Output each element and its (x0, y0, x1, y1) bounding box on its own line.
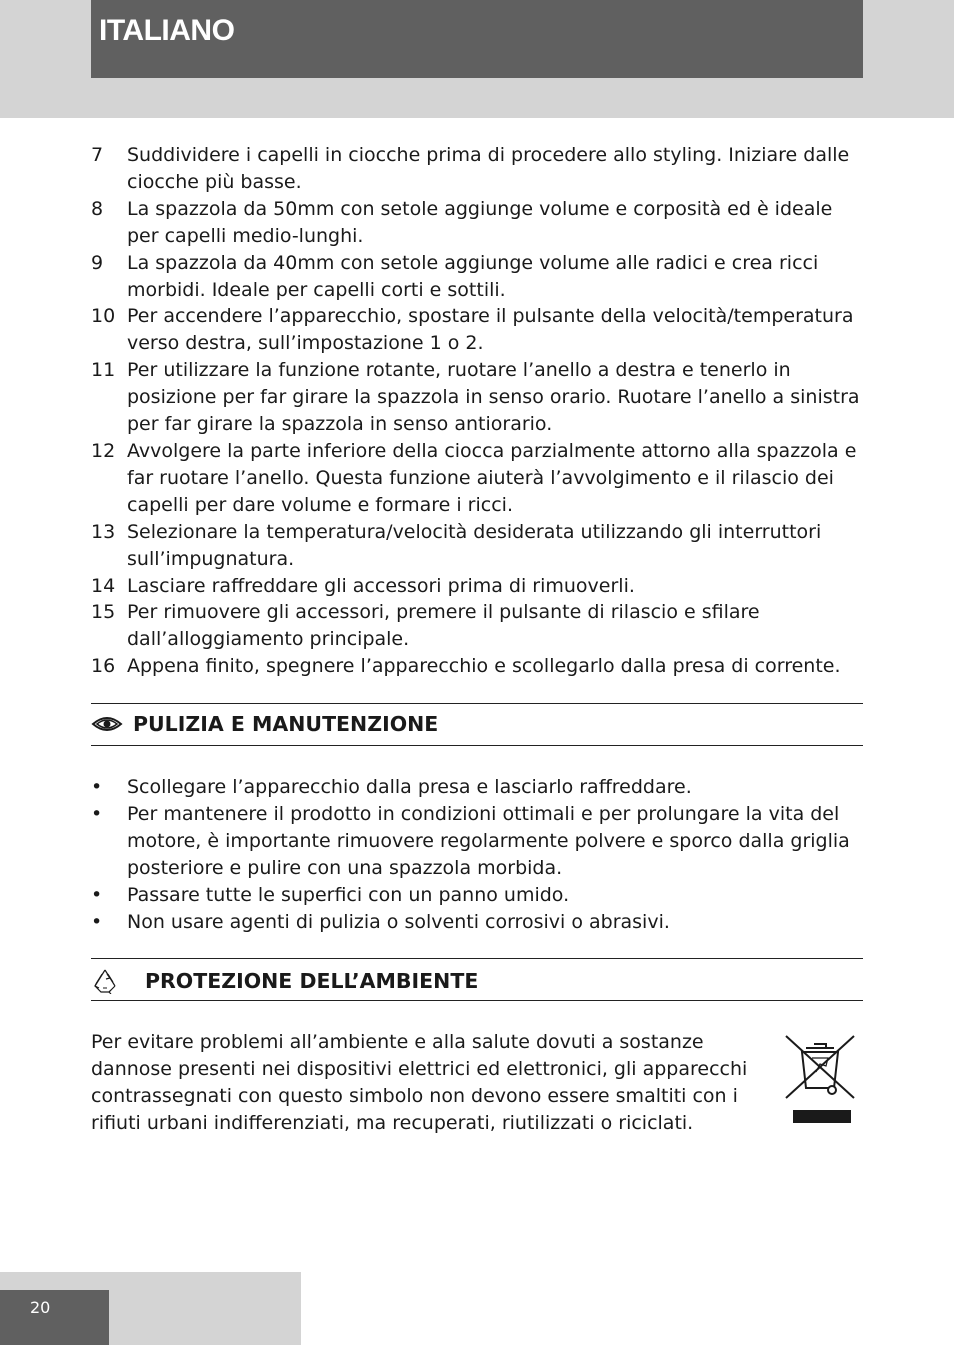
step-number: 9 (91, 251, 104, 274)
list-item (91, 196, 866, 250)
step-number: 15 (91, 601, 116, 624)
step-text: Per utilizzare la funzione rotante, ruotare l’anello a destra e tenerlo in posizione per far girare la spazzola in senso orario. Ruotare l’anello a sinistra per far girare la spazzola in senso antiorario. (127, 359, 860, 436)
list-item (91, 250, 866, 304)
environment-paragraph: Per evitare problemi all’ambiente e alla salute dovuti a sostanze dannose presenti nei dispositivi elettrici ed elettronici, gli apparecchi contrassegnati con questo simbolo non devono essere smaltiti con i rifiuti urbani indifferenziati, ma recuperati, riutilizzati o riciclati. (91, 1031, 748, 1134)
list-item (91, 438, 866, 519)
section-divider-top (91, 703, 863, 704)
cleaning-bullet-list (91, 774, 866, 935)
page-title: ITALIANO (99, 14, 235, 47)
section-divider-bottom (91, 745, 863, 746)
list-item (91, 909, 866, 936)
eye-icon (91, 714, 123, 734)
list-item (91, 357, 866, 438)
step-number: 8 (91, 197, 104, 220)
step-text: Selezionare la temperatura/velocità desiderata utilizzando gli interruttori sull’impugnatura. (127, 520, 822, 570)
step-number: 14 (91, 574, 116, 597)
bullet-marker: • (91, 776, 103, 798)
bullet-text: Passare tutte le superfici con un panno umido. (127, 883, 570, 906)
page-number-box (0, 1290, 109, 1345)
step-text: La spazzola da 40mm con setole aggiunge volume alle radici e crea ricci morbidi. Ideale per capelli corti e sottili. (127, 251, 819, 301)
step-number: 12 (91, 439, 116, 462)
list-item (91, 882, 866, 909)
step-text: Lasciare raffreddare gli accessori prima di rimuoverli. (127, 574, 635, 597)
step-number: 16 (91, 655, 116, 678)
page-number: 20 (30, 1298, 51, 1317)
bullet-text: Non usare agenti di pulizia o solventi corrosivi o abrasivi. (127, 910, 670, 933)
language-title-bar (91, 0, 863, 78)
list-item (91, 801, 866, 882)
instruction-steps-list (91, 142, 866, 680)
step-text: Appena finito, spegnere l’apparecchio e scollegarlo dalla presa di corrente. (127, 655, 841, 678)
section-divider-bottom (91, 1000, 863, 1001)
step-text: Avvolgere la parte inferiore della ciocca parzialmente attorno alla spazzola e far ruotare l’anello. Questa funzione aiuterà l’avvolgimento e il rilascio dei capelli per dare volume e formare i ricci. (127, 439, 857, 516)
cleaning-section-title: PULIZIA E MANUTENZIONE (133, 712, 439, 736)
list-item (91, 142, 866, 196)
list-item (91, 519, 866, 573)
list-item (91, 573, 866, 600)
step-number: 13 (91, 520, 116, 543)
step-number: 10 (91, 305, 116, 328)
step-text: Per rimuovere gli accessori, premere il pulsante di rilascio e sfilare dall’alloggiamento principale. (127, 601, 760, 651)
list-item (91, 774, 866, 801)
step-number: 7 (91, 144, 104, 166)
step-text: Per accendere l’apparecchio, spostare il pulsante della velocità/temperatura verso destra, sull’impostazione 1 o 2. (127, 305, 854, 355)
environment-section-title: PROTEZIONE DELL’AMBIENTE (145, 969, 479, 993)
list-item (91, 653, 866, 680)
crossed-out-wheelie-bin-icon (782, 1032, 858, 1126)
bullet-text: Scollegare l’apparecchio dalla presa e lasciarlo raffreddare. (127, 776, 692, 798)
step-number: 11 (91, 359, 116, 382)
list-item (91, 303, 866, 357)
section-divider-top (91, 958, 863, 959)
step-text: Suddividere i capelli in ciocche prima di procedere allo styling. Iniziare dalle ciocche più basse. (127, 144, 850, 193)
recycle-icon (91, 968, 119, 994)
cleaning-section-heading (91, 712, 863, 736)
bullet-marker: • (91, 802, 103, 825)
list-item (91, 599, 866, 653)
step-text: La spazzola da 50mm con setole aggiunge volume e corposità ed è ideale per capelli medio-lunghi. (127, 197, 833, 247)
bullet-marker: • (91, 883, 103, 906)
bullet-marker: • (91, 910, 103, 933)
bullet-text: Per mantenere il prodotto in condizioni ottimali e per prolungare la vita del motore, è importante rimuovere regolarmente polvere e sporco dalla griglia posteriore e pulire con una spazzola morbida. (127, 802, 850, 879)
environment-section-heading (91, 968, 863, 994)
